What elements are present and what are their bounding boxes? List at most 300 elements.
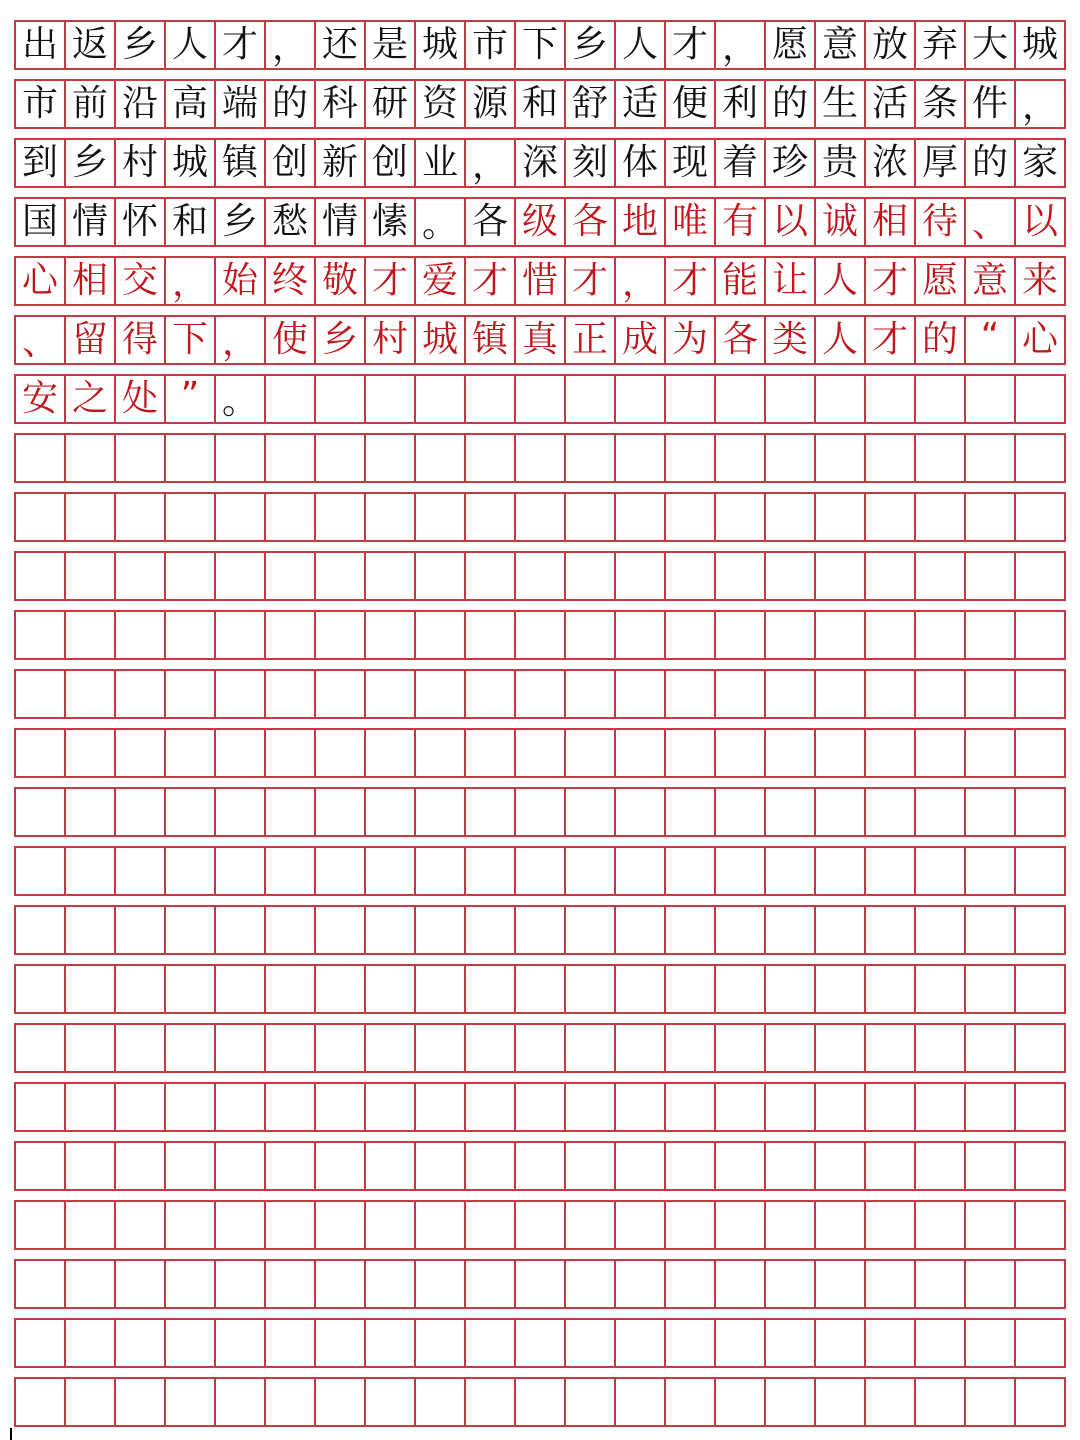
grid-cell — [266, 789, 316, 835]
grid-cell — [166, 848, 216, 894]
composition-character: 始 — [216, 258, 266, 304]
grid-cell — [866, 671, 916, 717]
grid-row — [14, 20, 1066, 70]
composition-character: 和 — [516, 81, 566, 127]
grid-cell — [266, 1320, 316, 1366]
grid-cell — [416, 730, 466, 776]
grid-cell — [1016, 730, 1066, 776]
grid-cell — [866, 1084, 916, 1130]
grid-cell — [816, 907, 866, 953]
grid-cell — [866, 1320, 916, 1366]
grid-cell — [16, 1025, 66, 1071]
grid-cell — [116, 1320, 166, 1366]
grid-row — [14, 787, 1066, 837]
grid-cell — [816, 1379, 866, 1425]
composition-character: 留 — [66, 317, 116, 363]
composition-character: 的 — [916, 317, 966, 363]
composition-character: 放 — [866, 22, 916, 68]
grid-cell — [666, 435, 716, 481]
composition-character: 镇 — [466, 317, 516, 363]
composition-character: 才 — [466, 258, 516, 304]
grid-cell — [766, 435, 816, 481]
grid-cell — [266, 907, 316, 953]
grid-cell — [416, 671, 466, 717]
grid-cell — [716, 553, 766, 599]
grid-cell — [916, 1084, 966, 1130]
composition-character: 贵 — [816, 140, 866, 186]
grid-row — [14, 610, 1066, 660]
grid-cell — [766, 848, 816, 894]
grid-cell — [16, 612, 66, 658]
grid-cell — [466, 730, 516, 776]
composition-character: ， — [216, 317, 266, 363]
grid-cell — [166, 612, 216, 658]
grid-cell — [66, 1261, 116, 1307]
grid-cell — [866, 966, 916, 1012]
grid-row — [14, 138, 1066, 188]
grid-cell — [66, 1320, 116, 1366]
grid-cell — [66, 848, 116, 894]
composition-character: 市 — [16, 81, 66, 127]
grid-cell — [516, 1143, 566, 1189]
grid-cell — [366, 1202, 416, 1248]
grid-cell — [316, 1379, 366, 1425]
grid-cell — [1016, 612, 1066, 658]
grid-cell — [916, 966, 966, 1012]
composition-character: 有 — [716, 199, 766, 245]
grid-cell — [666, 1320, 716, 1366]
grid-cell — [366, 966, 416, 1012]
grid-cell — [216, 612, 266, 658]
grid-cell — [966, 612, 1016, 658]
grid-cell — [916, 907, 966, 953]
grid-cell — [616, 435, 666, 481]
grid-cell — [216, 1320, 266, 1366]
grid-cell — [466, 1261, 516, 1307]
grid-cell — [516, 730, 566, 776]
composition-character: 舒 — [566, 81, 616, 127]
grid-cell — [216, 1025, 266, 1071]
grid-cell — [916, 1143, 966, 1189]
grid-cell — [116, 789, 166, 835]
grid-cell — [966, 1025, 1016, 1071]
grid-cell — [666, 1084, 716, 1130]
composition-character: 情 — [66, 199, 116, 245]
grid-cell — [816, 1320, 866, 1366]
grid-cell — [616, 966, 666, 1012]
composition-character: 端 — [216, 81, 266, 127]
grid-cell — [666, 1143, 716, 1189]
grid-cell — [816, 1261, 866, 1307]
grid-cell — [816, 1143, 866, 1189]
composition-character: 处 — [116, 376, 166, 422]
grid-cell — [316, 1025, 366, 1071]
grid-cell — [716, 1320, 766, 1366]
grid-cell — [316, 966, 366, 1012]
grid-cell — [616, 848, 666, 894]
grid-cell — [616, 612, 666, 658]
grid-cell — [766, 553, 816, 599]
grid-cell — [866, 1261, 916, 1307]
grid-cell — [166, 1320, 216, 1366]
composition-character: 各 — [716, 317, 766, 363]
grid-cell — [516, 1084, 566, 1130]
composition-character: 件 — [966, 81, 1016, 127]
grid-cell — [166, 1379, 216, 1425]
grid-cell — [616, 1025, 666, 1071]
grid-cell — [166, 1202, 216, 1248]
grid-cell — [766, 376, 816, 422]
composition-character: 各 — [566, 199, 616, 245]
grid-cell — [316, 671, 366, 717]
grid-cell — [866, 1379, 916, 1425]
composition-character: 情 — [316, 199, 366, 245]
grid-cell — [566, 612, 616, 658]
composition-character: 下 — [166, 317, 216, 363]
grid-cell — [516, 1025, 566, 1071]
grid-cell — [916, 730, 966, 776]
grid-cell — [966, 730, 1016, 776]
composition-character: 市 — [466, 22, 516, 68]
composition-character: ， — [1016, 81, 1066, 127]
grid-cell — [116, 1025, 166, 1071]
grid-cell — [466, 1084, 516, 1130]
composition-character: 着 — [716, 140, 766, 186]
grid-cell — [766, 612, 816, 658]
grid-cell — [616, 671, 666, 717]
composition-character: ” — [166, 376, 216, 422]
grid-cell — [466, 907, 516, 953]
grid-row — [14, 1377, 1066, 1427]
grid-cell — [616, 1202, 666, 1248]
grid-cell — [666, 553, 716, 599]
grid-row — [14, 1141, 1066, 1191]
grid-cell — [16, 1320, 66, 1366]
grid-row — [14, 905, 1066, 955]
composition-character: 城 — [416, 317, 466, 363]
grid-cell — [866, 789, 916, 835]
composition-character: 才 — [566, 258, 616, 304]
grid-cell — [116, 907, 166, 953]
grid-cell — [316, 1143, 366, 1189]
grid-cell — [616, 907, 666, 953]
composition-character: 业 — [416, 140, 466, 186]
grid-cell — [16, 553, 66, 599]
grid-cell — [266, 1025, 316, 1071]
composition-character: 意 — [816, 22, 866, 68]
grid-cell — [16, 1202, 66, 1248]
grid-cell — [316, 553, 366, 599]
grid-row — [14, 1318, 1066, 1368]
composition-character: 乡 — [216, 199, 266, 245]
grid-cell — [766, 1202, 816, 1248]
composition-character: 能 — [716, 258, 766, 304]
grid-row — [14, 669, 1066, 719]
grid-cell — [716, 730, 766, 776]
grid-cell — [466, 553, 516, 599]
grid-cell — [1016, 671, 1066, 717]
grid-cell — [766, 1084, 816, 1130]
grid-cell — [316, 848, 366, 894]
composition-character: 类 — [766, 317, 816, 363]
grid-cell — [466, 1379, 516, 1425]
grid-cell — [116, 1202, 166, 1248]
grid-cell — [266, 671, 316, 717]
grid-cell — [16, 1084, 66, 1130]
grid-cell — [516, 553, 566, 599]
grid-cell — [466, 966, 516, 1012]
grid-cell — [516, 1379, 566, 1425]
grid-row — [14, 846, 1066, 896]
grid-cell — [216, 1379, 266, 1425]
composition-character: 以 — [1016, 199, 1066, 245]
grid-cell — [466, 435, 516, 481]
grid-cell — [366, 612, 416, 658]
grid-cell — [766, 1261, 816, 1307]
grid-cell — [816, 789, 866, 835]
grid-row — [14, 1082, 1066, 1132]
grid-cell — [266, 1084, 316, 1130]
grid-cell — [766, 494, 816, 540]
grid-cell — [416, 966, 466, 1012]
grid-cell — [666, 1261, 716, 1307]
composition-character: 城 — [416, 22, 466, 68]
grid-cell — [366, 730, 416, 776]
grid-cell — [816, 966, 866, 1012]
grid-cell — [716, 1202, 766, 1248]
grid-cell — [566, 553, 616, 599]
grid-cell — [366, 1025, 416, 1071]
grid-cell — [16, 848, 66, 894]
composition-character: 城 — [1016, 22, 1066, 68]
composition-character: 还 — [316, 22, 366, 68]
grid-cell — [316, 435, 366, 481]
composition-character: 之 — [66, 376, 116, 422]
grid-cell — [1016, 494, 1066, 540]
grid-cell — [66, 612, 116, 658]
grid-cell — [116, 1084, 166, 1130]
grid-cell — [16, 789, 66, 835]
grid-cell — [166, 553, 216, 599]
grid-cell — [916, 1261, 966, 1307]
grid-cell — [616, 1143, 666, 1189]
grid-cell — [366, 1084, 416, 1130]
composition-character: 返 — [66, 22, 116, 68]
grid-row — [14, 1023, 1066, 1073]
composition-character: 相 — [866, 199, 916, 245]
grid-cell — [66, 494, 116, 540]
composition-character: 正 — [566, 317, 616, 363]
composition-character: 是 — [366, 22, 416, 68]
grid-cell — [216, 671, 266, 717]
grid-cell — [416, 1320, 466, 1366]
grid-cell — [466, 1202, 516, 1248]
grid-cell — [266, 966, 316, 1012]
grid-cell — [566, 671, 616, 717]
composition-character: 镇 — [216, 140, 266, 186]
grid-cell — [766, 1025, 816, 1071]
grid-row — [14, 433, 1066, 483]
grid-cell — [466, 671, 516, 717]
grid-cell — [516, 907, 566, 953]
composition-character: 才 — [866, 317, 916, 363]
grid-cell — [366, 494, 416, 540]
composition-character: 厚 — [916, 140, 966, 186]
grid-cell — [966, 1261, 1016, 1307]
grid-cell — [416, 1025, 466, 1071]
composition-character: ， — [266, 22, 316, 68]
grid-row — [14, 1259, 1066, 1309]
grid-cell — [266, 1379, 316, 1425]
grid-cell — [666, 494, 716, 540]
grid-cell — [916, 612, 966, 658]
grid-cell — [1016, 1320, 1066, 1366]
grid-cell — [1016, 1202, 1066, 1248]
grid-cell — [266, 1143, 316, 1189]
grid-cell — [616, 1379, 666, 1425]
grid-cell — [666, 848, 716, 894]
grid-cell — [966, 553, 1016, 599]
grid-cell — [666, 1202, 716, 1248]
grid-cell — [316, 1202, 366, 1248]
grid-cell — [166, 435, 216, 481]
grid-cell — [16, 966, 66, 1012]
grid-cell — [816, 376, 866, 422]
composition-character: ， — [616, 258, 666, 304]
composition-character: 利 — [716, 81, 766, 127]
grid-cell — [1016, 376, 1066, 422]
grid-cell — [916, 789, 966, 835]
composition-character: 唯 — [666, 199, 716, 245]
grid-cell — [16, 907, 66, 953]
grid-cell — [66, 435, 116, 481]
grid-cell — [416, 1143, 466, 1189]
grid-cell — [366, 1143, 416, 1189]
grid-cell — [166, 671, 216, 717]
grid-cell — [816, 671, 866, 717]
grid-cell — [566, 1084, 616, 1130]
grid-cell — [316, 1320, 366, 1366]
grid-cell — [416, 1261, 466, 1307]
grid-cell — [516, 376, 566, 422]
grid-cell — [316, 376, 366, 422]
composition-character: 生 — [816, 81, 866, 127]
grid-cell — [916, 553, 966, 599]
grid-cell — [516, 494, 566, 540]
grid-cell — [566, 494, 616, 540]
grid-cell — [366, 671, 416, 717]
grid-cell — [866, 376, 916, 422]
composition-character: 心 — [16, 258, 66, 304]
grid-cell — [316, 907, 366, 953]
grid-cell — [16, 730, 66, 776]
grid-cell — [616, 376, 666, 422]
grid-cell — [16, 494, 66, 540]
composition-character: 村 — [366, 317, 416, 363]
grid-cell — [216, 1261, 266, 1307]
grid-cell — [966, 671, 1016, 717]
grid-cell — [216, 494, 266, 540]
grid-cell — [316, 1261, 366, 1307]
grid-cell — [466, 612, 516, 658]
composition-character: 安 — [16, 376, 66, 422]
grid-cell — [916, 376, 966, 422]
grid-paper-sheet — [14, 20, 1066, 1436]
composition-character: 浓 — [866, 140, 916, 186]
composition-character: 乡 — [66, 140, 116, 186]
grid-cell — [616, 730, 666, 776]
composition-character: 愿 — [916, 258, 966, 304]
grid-cell — [716, 848, 766, 894]
grid-row — [14, 315, 1066, 365]
grid-cell — [716, 1379, 766, 1425]
grid-cell — [116, 494, 166, 540]
composition-character: 级 — [516, 199, 566, 245]
grid-cell — [816, 435, 866, 481]
grid-cell — [816, 494, 866, 540]
grid-cell — [516, 1261, 566, 1307]
composition-character: 的 — [766, 81, 816, 127]
grid-row — [14, 728, 1066, 778]
grid-cell — [1016, 553, 1066, 599]
grid-cell — [916, 848, 966, 894]
grid-cell — [466, 789, 516, 835]
grid-cell — [1016, 907, 1066, 953]
composition-character: 愁 — [266, 199, 316, 245]
grid-cell — [516, 1320, 566, 1366]
grid-cell — [116, 612, 166, 658]
composition-character: 条 — [916, 81, 966, 127]
grid-cell — [66, 1202, 116, 1248]
grid-cell — [366, 848, 416, 894]
grid-cell — [366, 376, 416, 422]
grid-cell — [166, 966, 216, 1012]
grid-cell — [566, 1379, 616, 1425]
composition-character: 便 — [666, 81, 716, 127]
grid-cell — [566, 966, 616, 1012]
grid-row — [14, 551, 1066, 601]
grid-cell — [316, 494, 366, 540]
composition-character: 城 — [166, 140, 216, 186]
grid-cell — [416, 494, 466, 540]
grid-cell — [816, 612, 866, 658]
composition-character: 创 — [366, 140, 416, 186]
grid-cell — [766, 1143, 816, 1189]
grid-cell — [416, 1084, 466, 1130]
grid-cell — [666, 907, 716, 953]
composition-character: 为 — [666, 317, 716, 363]
grid-cell — [966, 435, 1016, 481]
composition-character: 现 — [666, 140, 716, 186]
grid-cell — [716, 494, 766, 540]
grid-cell — [366, 907, 416, 953]
grid-cell — [416, 907, 466, 953]
composition-character: 人 — [816, 317, 866, 363]
composition-character: 家 — [1016, 140, 1066, 186]
grid-cell — [66, 1025, 116, 1071]
grid-cell — [366, 435, 416, 481]
grid-cell — [266, 848, 316, 894]
grid-cell — [866, 907, 916, 953]
grid-row — [14, 1200, 1066, 1250]
grid-cell — [816, 553, 866, 599]
grid-cell — [166, 907, 216, 953]
grid-cell — [566, 907, 616, 953]
composition-character: 以 — [766, 199, 816, 245]
grid-cell — [666, 1379, 716, 1425]
composition-character: 地 — [616, 199, 666, 245]
grid-cell — [466, 376, 516, 422]
